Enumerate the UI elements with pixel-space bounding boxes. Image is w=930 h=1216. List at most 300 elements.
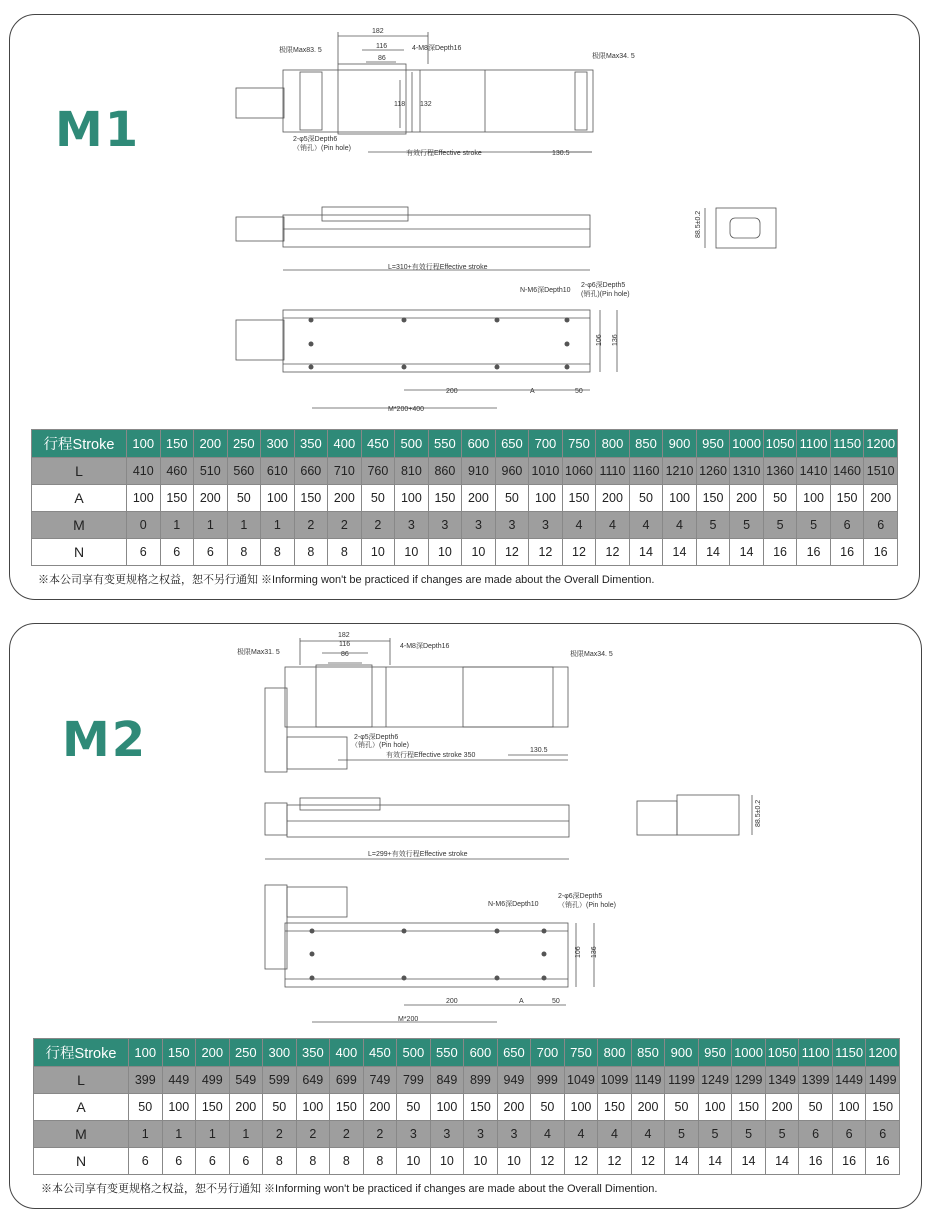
disclaimer-note-m1: ※本公司享有变更规格之权益，恕不另行通知 ※Informing won't be practiced if changes are made about the Overall Dimention. xyxy=(38,574,655,586)
table-cell: 50 xyxy=(129,1094,163,1121)
table-cell: 12 xyxy=(596,539,630,566)
stroke-cell: 1100 xyxy=(799,1039,833,1067)
stroke-cell: 300 xyxy=(263,1039,297,1067)
table-cell: 5 xyxy=(797,512,831,539)
length-formula-label: L=299+有效行程Effective stroke xyxy=(368,851,468,858)
table-cell: 150 xyxy=(294,485,328,512)
table-cell: 4 xyxy=(596,512,630,539)
stroke-cell: 500 xyxy=(397,1039,431,1067)
table-cell: 1160 xyxy=(629,458,663,485)
table-cell: 2 xyxy=(328,512,362,539)
table-cell: 3 xyxy=(428,512,462,539)
stroke-cell: 950 xyxy=(696,430,730,458)
table-cell: 1 xyxy=(162,1121,196,1148)
table-cell: 1310 xyxy=(730,458,764,485)
stroke-cell: 350 xyxy=(296,1039,330,1067)
table-cell: 4 xyxy=(562,512,596,539)
bottom-pin-hole-sub-label: （销孔）(Pin hole) xyxy=(558,902,616,909)
table-cell: 8 xyxy=(296,1148,330,1175)
stroke-cell: 600 xyxy=(462,430,496,458)
row-label: L xyxy=(32,458,127,485)
table-cell: 1360 xyxy=(763,458,797,485)
table-cell: 8 xyxy=(330,1148,364,1175)
table-cell: 200 xyxy=(497,1094,531,1121)
stroke-cell: 1200 xyxy=(866,1039,900,1067)
table-cell: 849 xyxy=(430,1067,464,1094)
table-cell: 8 xyxy=(328,539,362,566)
stroke-cell: 500 xyxy=(395,430,429,458)
dim-a: A xyxy=(519,998,524,1005)
table-cell: 8 xyxy=(261,539,295,566)
stroke-cell: 250 xyxy=(227,430,261,458)
stroke-header-label: 行程Stroke xyxy=(34,1039,129,1067)
dim-182: 182 xyxy=(372,28,384,35)
table-cell: 100 xyxy=(698,1094,732,1121)
limit-left-label: 极限Max31. 5 xyxy=(237,649,280,656)
stroke-cell: 400 xyxy=(328,430,362,458)
dim-182: 182 xyxy=(338,632,350,639)
table-cell: 12 xyxy=(531,1148,565,1175)
table-cell: 150 xyxy=(330,1094,364,1121)
table-cell: 14 xyxy=(663,539,697,566)
table-cell: 200 xyxy=(765,1094,799,1121)
table-cell: 150 xyxy=(696,485,730,512)
stroke-cell: 200 xyxy=(196,1039,230,1067)
table-cell: 3 xyxy=(529,512,563,539)
table-cell: 6 xyxy=(864,512,898,539)
table-cell: 4 xyxy=(531,1121,565,1148)
stroke-cell: 150 xyxy=(162,1039,196,1067)
table-cell: 100 xyxy=(663,485,697,512)
table-cell: 16 xyxy=(832,1148,866,1175)
table-cell: 50 xyxy=(263,1094,297,1121)
table-cell: 610 xyxy=(261,458,295,485)
table-cell: 10 xyxy=(464,1148,498,1175)
stroke-cell: 450 xyxy=(361,430,395,458)
table-cell: 14 xyxy=(730,539,764,566)
row-label: M xyxy=(34,1121,129,1148)
stroke-cell: 800 xyxy=(598,1039,632,1067)
stroke-cell: 450 xyxy=(363,1039,397,1067)
stroke-cell: 550 xyxy=(428,430,462,458)
table-cell: 2 xyxy=(330,1121,364,1148)
stroke-header-row xyxy=(32,430,898,458)
stroke-cell: 850 xyxy=(631,1039,665,1067)
table-cell: 100 xyxy=(797,485,831,512)
table-cell: 399 xyxy=(129,1067,163,1094)
table-cell: 899 xyxy=(464,1067,498,1094)
tapped-holes-label: 4-M8深Depth16 xyxy=(400,643,450,650)
table-cell: 2 xyxy=(363,1121,397,1148)
table-cell: 1 xyxy=(261,512,295,539)
table-cell: 150 xyxy=(428,485,462,512)
table-cell: 150 xyxy=(464,1094,498,1121)
table-cell: 150 xyxy=(866,1094,900,1121)
table-cell: 8 xyxy=(263,1148,297,1175)
bottom-pin-hole-label: 2-φ6深Depth5 xyxy=(558,893,603,900)
table-cell: 5 xyxy=(763,512,797,539)
table-cell: 2 xyxy=(296,1121,330,1148)
table-cell: 200 xyxy=(631,1094,665,1121)
stroke-cell: 650 xyxy=(497,1039,531,1067)
table-cell: 1510 xyxy=(864,458,898,485)
table-cell: 1199 xyxy=(665,1067,699,1094)
effective-stroke-label: 有效行程Effective stroke xyxy=(406,150,482,157)
row-label: M xyxy=(32,512,127,539)
m1-technical-drawing xyxy=(0,0,930,430)
table-cell: 6 xyxy=(127,539,161,566)
table-cell: 150 xyxy=(598,1094,632,1121)
table-cell: 999 xyxy=(531,1067,565,1094)
table-cell: 14 xyxy=(732,1148,766,1175)
table-cell: 460 xyxy=(160,458,194,485)
table-cell: 449 xyxy=(162,1067,196,1094)
stroke-cell: 600 xyxy=(464,1039,498,1067)
table-cell: 6 xyxy=(832,1121,866,1148)
pin-hole-label: 2-φ5深Depth6 xyxy=(354,734,399,741)
table-cell: 6 xyxy=(229,1148,263,1175)
pin-hole-label: 2-φ5深Depth6 xyxy=(293,136,338,143)
table-row-l xyxy=(34,1067,900,1094)
stroke-header-row xyxy=(34,1039,900,1067)
stroke-cell: 400 xyxy=(330,1039,364,1067)
stroke-cell: 700 xyxy=(529,430,563,458)
stroke-cell: 1150 xyxy=(832,1039,866,1067)
table-cell: 10 xyxy=(361,539,395,566)
table-cell: 2 xyxy=(361,512,395,539)
table-cell: 6 xyxy=(160,539,194,566)
stroke-cell: 750 xyxy=(562,430,596,458)
table-cell: 3 xyxy=(395,512,429,539)
stroke-cell: 1150 xyxy=(830,430,864,458)
table-cell: 6 xyxy=(194,539,228,566)
table-cell: 12 xyxy=(631,1148,665,1175)
table-cell: 1099 xyxy=(598,1067,632,1094)
table-cell: 2 xyxy=(294,512,328,539)
table-cell: 749 xyxy=(363,1067,397,1094)
table-cell: 8 xyxy=(294,539,328,566)
table-row-l xyxy=(32,458,898,485)
dim-a: A xyxy=(530,388,535,395)
table-cell: 16 xyxy=(763,539,797,566)
table-row-a xyxy=(32,485,898,512)
table-cell: 4 xyxy=(598,1121,632,1148)
table-cell: 1 xyxy=(196,1121,230,1148)
dim-50: 50 xyxy=(575,388,583,395)
table-cell: 1 xyxy=(129,1121,163,1148)
table-cell: 4 xyxy=(631,1121,665,1148)
spec-table-m2 xyxy=(33,1038,900,1175)
table-cell: 6 xyxy=(799,1121,833,1148)
length-formula-label: L=310+有效行程Effective stroke xyxy=(388,264,488,271)
table-cell: 100 xyxy=(296,1094,330,1121)
bottom-tapped-holes-label: N-M6深Depth10 xyxy=(488,901,539,908)
table-cell: 150 xyxy=(160,485,194,512)
table-cell: 10 xyxy=(497,1148,531,1175)
stroke-cell: 1050 xyxy=(765,1039,799,1067)
model-title-m1: M1 xyxy=(55,102,141,158)
table-cell: 1349 xyxy=(765,1067,799,1094)
table-cell: 5 xyxy=(765,1121,799,1148)
bottom-pin-hole-label: 2-φ6深Depth5 xyxy=(581,282,626,289)
table-cell: 5 xyxy=(698,1121,732,1148)
table-cell: 1 xyxy=(229,1121,263,1148)
table-cell: 14 xyxy=(665,1148,699,1175)
table-cell: 4 xyxy=(663,512,697,539)
table-cell: 1210 xyxy=(663,458,697,485)
pin-hole-sub-label: （销孔）(Pin hole) xyxy=(293,145,351,152)
dim-106: 106 xyxy=(575,946,582,958)
row-label: N xyxy=(34,1148,129,1175)
table-cell: 8 xyxy=(227,539,261,566)
table-cell: 4 xyxy=(564,1121,598,1148)
table-cell: 200 xyxy=(462,485,496,512)
table-cell: 3 xyxy=(397,1121,431,1148)
table-cell: 150 xyxy=(562,485,596,512)
table-cell: 6 xyxy=(162,1148,196,1175)
table-cell: 760 xyxy=(361,458,395,485)
table-cell: 949 xyxy=(497,1067,531,1094)
tapped-holes-label: 4-M8深Depth16 xyxy=(412,45,462,52)
table-cell: 3 xyxy=(495,512,529,539)
table-cell: 150 xyxy=(830,485,864,512)
table-cell: 50 xyxy=(763,485,797,512)
table-cell: 1010 xyxy=(529,458,563,485)
table-cell: 200 xyxy=(596,485,630,512)
table-cell: 12 xyxy=(495,539,529,566)
stroke-cell: 800 xyxy=(596,430,630,458)
table-cell: 1110 xyxy=(596,458,630,485)
table-cell: 1049 xyxy=(564,1067,598,1094)
table-cell: 5 xyxy=(730,512,764,539)
stroke-header-label: 行程Stroke xyxy=(32,430,127,458)
stroke-cell: 950 xyxy=(698,1039,732,1067)
table-cell: 1149 xyxy=(631,1067,665,1094)
limit-left-label: 极限Max83. 5 xyxy=(279,47,322,54)
dim-136: 136 xyxy=(591,946,598,958)
table-cell: 14 xyxy=(696,539,730,566)
stroke-cell: 1100 xyxy=(797,430,831,458)
row-label: N xyxy=(32,539,127,566)
table-cell: 200 xyxy=(229,1094,263,1121)
dim-86: 86 xyxy=(378,55,386,62)
table-cell: 16 xyxy=(830,539,864,566)
pitch-formula-label: M*200+400 xyxy=(388,406,425,413)
table-cell: 3 xyxy=(462,512,496,539)
stroke-cell: 850 xyxy=(629,430,663,458)
pin-hole-sub-label: （销孔）(Pin hole) xyxy=(351,742,409,749)
table-cell: 50 xyxy=(531,1094,565,1121)
model-title-m2: M2 xyxy=(62,712,148,768)
table-cell: 799 xyxy=(397,1067,431,1094)
dim-136: 136 xyxy=(612,334,619,346)
table-cell: 50 xyxy=(799,1094,833,1121)
dim-50: 50 xyxy=(552,998,560,1005)
table-cell: 2 xyxy=(263,1121,297,1148)
stroke-cell: 200 xyxy=(194,430,228,458)
table-cell: 910 xyxy=(462,458,496,485)
table-cell: 100 xyxy=(832,1094,866,1121)
row-label: A xyxy=(34,1094,129,1121)
dim-116: 116 xyxy=(339,641,351,648)
pitch-formula-label: M*200 xyxy=(398,1016,419,1023)
table-cell: 200 xyxy=(328,485,362,512)
table-cell: 10 xyxy=(397,1148,431,1175)
table-cell: 3 xyxy=(464,1121,498,1148)
dim-86: 86 xyxy=(341,651,349,658)
table-cell: 16 xyxy=(797,539,831,566)
table-cell: 16 xyxy=(799,1148,833,1175)
dim-200: 200 xyxy=(446,998,458,1005)
table-cell: 100 xyxy=(162,1094,196,1121)
table-cell: 860 xyxy=(428,458,462,485)
table-cell: 1299 xyxy=(732,1067,766,1094)
table-cell: 10 xyxy=(395,539,429,566)
table-row-m xyxy=(34,1121,900,1148)
stroke-cell: 750 xyxy=(564,1039,598,1067)
table-row-n xyxy=(32,539,898,566)
table-cell: 1260 xyxy=(696,458,730,485)
dim-132: 132 xyxy=(420,101,432,108)
table-cell: 3 xyxy=(497,1121,531,1148)
stroke-cell: 650 xyxy=(495,430,529,458)
table-cell: 1460 xyxy=(830,458,864,485)
table-cell: 6 xyxy=(866,1121,900,1148)
table-cell: 12 xyxy=(562,539,596,566)
table-cell: 12 xyxy=(564,1148,598,1175)
stroke-cell: 300 xyxy=(261,430,295,458)
table-cell: 3 xyxy=(430,1121,464,1148)
table-cell: 5 xyxy=(665,1121,699,1148)
stroke-cell: 1000 xyxy=(732,1039,766,1067)
table-cell: 6 xyxy=(830,512,864,539)
table-cell: 150 xyxy=(732,1094,766,1121)
stroke-cell: 1200 xyxy=(864,430,898,458)
table-cell: 810 xyxy=(395,458,429,485)
table-row-n xyxy=(34,1148,900,1175)
table-cell: 16 xyxy=(864,539,898,566)
table-cell: 6 xyxy=(129,1148,163,1175)
stroke-cell: 700 xyxy=(531,1039,565,1067)
row-label: A xyxy=(32,485,127,512)
table-cell: 0 xyxy=(127,512,161,539)
stroke-cell: 900 xyxy=(663,430,697,458)
disclaimer-note-m2: ※本公司享有变更规格之权益，恕不另行通知 ※Informing won't be practiced if changes are made about the Overall Dimention. xyxy=(41,1183,658,1195)
table-cell: 16 xyxy=(866,1148,900,1175)
dim-118: 118 xyxy=(394,101,406,108)
table-cell: 100 xyxy=(395,485,429,512)
stroke-cell: 150 xyxy=(160,430,194,458)
dim-116: 116 xyxy=(376,43,388,50)
table-cell: 410 xyxy=(127,458,161,485)
table-cell: 50 xyxy=(629,485,663,512)
limit-right-label: 极限Max34. 5 xyxy=(570,651,613,658)
bottom-tapped-holes-label: N-M6深Depth10 xyxy=(520,287,571,294)
table-cell: 14 xyxy=(629,539,663,566)
table-cell: 5 xyxy=(696,512,730,539)
dim-130-5: 130.5 xyxy=(552,150,570,157)
table-row-a xyxy=(34,1094,900,1121)
dim-200: 200 xyxy=(446,388,458,395)
row-label: L xyxy=(34,1067,129,1094)
bottom-pin-hole-sub-label: (销孔)(Pin hole) xyxy=(581,291,630,298)
table-cell: 499 xyxy=(196,1067,230,1094)
table-cell: 960 xyxy=(495,458,529,485)
table-cell: 100 xyxy=(127,485,161,512)
table-cell: 50 xyxy=(495,485,529,512)
table-cell: 100 xyxy=(564,1094,598,1121)
table-cell: 510 xyxy=(194,458,228,485)
dim-106: 106 xyxy=(596,334,603,346)
stroke-cell: 100 xyxy=(127,430,161,458)
m2-technical-drawing xyxy=(0,615,930,1035)
table-cell: 1499 xyxy=(866,1067,900,1094)
stroke-cell: 1050 xyxy=(763,430,797,458)
table-cell: 10 xyxy=(462,539,496,566)
table-cell: 14 xyxy=(765,1148,799,1175)
table-cell: 14 xyxy=(698,1148,732,1175)
table-cell: 100 xyxy=(430,1094,464,1121)
table-cell: 100 xyxy=(261,485,295,512)
table-cell: 50 xyxy=(227,485,261,512)
table-cell: 649 xyxy=(296,1067,330,1094)
end-height-label: 88.5±0.2 xyxy=(695,210,702,238)
table-cell: 12 xyxy=(529,539,563,566)
table-cell: 1449 xyxy=(832,1067,866,1094)
stroke-cell: 100 xyxy=(129,1039,163,1067)
dim-130-5: 130.5 xyxy=(530,747,548,754)
table-cell: 1 xyxy=(227,512,261,539)
table-cell: 6 xyxy=(196,1148,230,1175)
stroke-cell: 1000 xyxy=(730,430,764,458)
limit-right-label: 极限Max34. 5 xyxy=(592,53,635,60)
table-cell: 10 xyxy=(430,1148,464,1175)
table-cell: 1249 xyxy=(698,1067,732,1094)
table-cell: 50 xyxy=(397,1094,431,1121)
table-cell: 1 xyxy=(160,512,194,539)
stroke-cell: 900 xyxy=(665,1039,699,1067)
table-cell: 10 xyxy=(428,539,462,566)
table-cell: 12 xyxy=(598,1148,632,1175)
table-cell: 50 xyxy=(361,485,395,512)
table-cell: 200 xyxy=(730,485,764,512)
table-cell: 1 xyxy=(194,512,228,539)
table-cell: 549 xyxy=(229,1067,263,1094)
table-cell: 1410 xyxy=(797,458,831,485)
table-cell: 200 xyxy=(864,485,898,512)
table-cell: 4 xyxy=(629,512,663,539)
table-cell: 1060 xyxy=(562,458,596,485)
table-cell: 560 xyxy=(227,458,261,485)
table-cell: 100 xyxy=(529,485,563,512)
table-cell: 660 xyxy=(294,458,328,485)
stroke-cell: 350 xyxy=(294,430,328,458)
table-cell: 710 xyxy=(328,458,362,485)
table-cell: 50 xyxy=(665,1094,699,1121)
end-height-label: 88.5±0.2 xyxy=(755,799,762,827)
table-cell: 599 xyxy=(263,1067,297,1094)
spec-table-m1 xyxy=(31,429,898,566)
table-cell: 699 xyxy=(330,1067,364,1094)
stroke-cell: 250 xyxy=(229,1039,263,1067)
table-cell: 200 xyxy=(363,1094,397,1121)
table-row-m xyxy=(32,512,898,539)
table-cell: 200 xyxy=(194,485,228,512)
table-cell: 8 xyxy=(363,1148,397,1175)
effective-stroke-label: 有效行程Effective stroke 350 xyxy=(386,752,476,759)
table-cell: 5 xyxy=(732,1121,766,1148)
table-cell: 150 xyxy=(196,1094,230,1121)
